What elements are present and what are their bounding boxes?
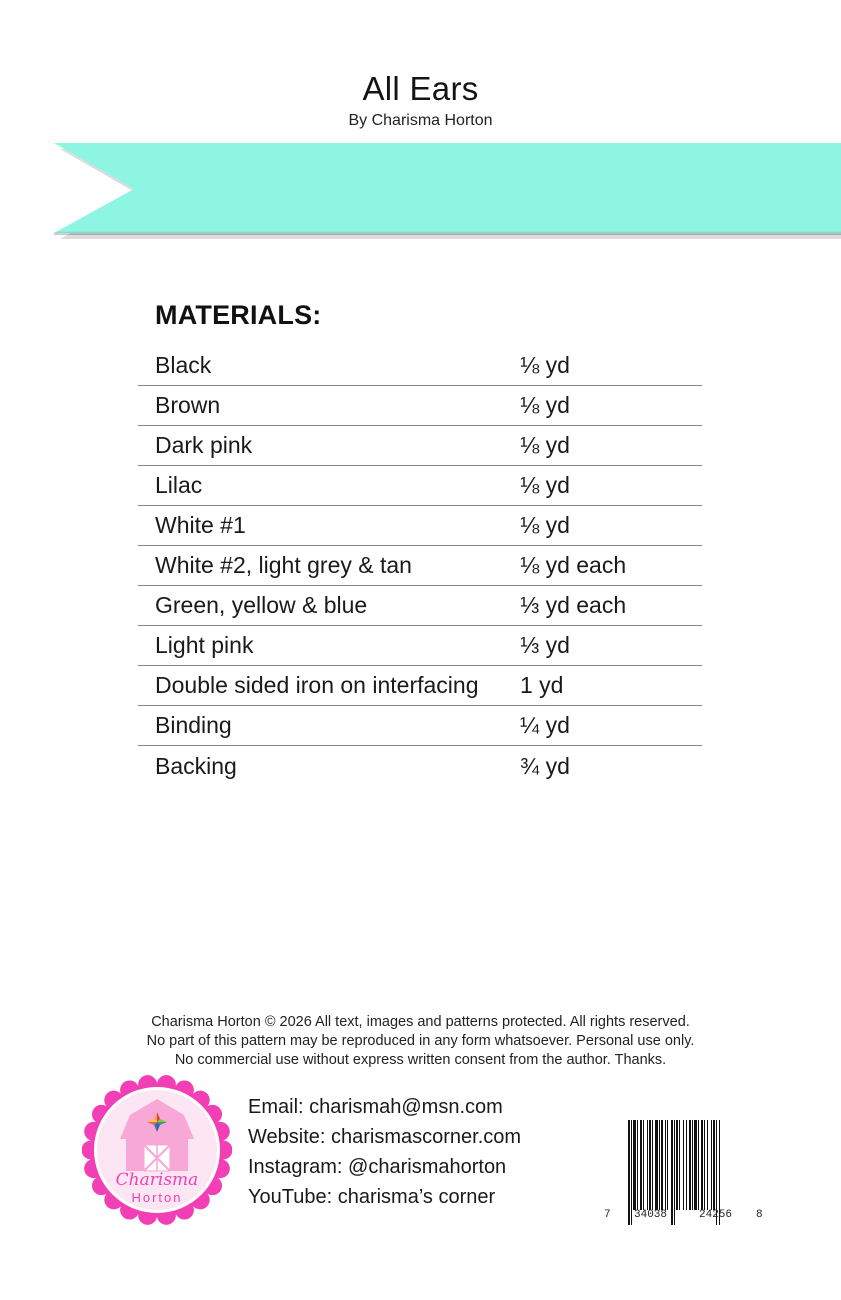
material-name: Lilac xyxy=(155,472,203,498)
material-row xyxy=(138,506,702,546)
material-name: Light pink xyxy=(155,632,254,658)
material-row xyxy=(138,586,702,626)
charisma-horton-logo xyxy=(82,1075,232,1225)
material-quantity: ¾ yd xyxy=(520,752,570,779)
material-name: Backing xyxy=(155,752,237,779)
email-text: Email: charismah@msn.com xyxy=(248,1096,503,1118)
material-quantity: ⅓ yd xyxy=(520,632,570,658)
material-quantity: 1 yd xyxy=(520,672,564,698)
material-quantity: ⅛ yd each xyxy=(520,552,627,578)
barcode-digits xyxy=(604,1209,774,1225)
contact-info xyxy=(248,1092,521,1212)
barcode-group-right: 24256 xyxy=(699,1209,733,1221)
material-row xyxy=(138,626,702,666)
barcode-digit-last: 8 xyxy=(756,1209,763,1221)
barcode-digit-first: 7 xyxy=(604,1209,611,1221)
author-byline: By Charisma Horton xyxy=(348,112,493,129)
instagram-text: Instagram: @charismahorton xyxy=(248,1156,507,1178)
material-quantity: ⅛ yd xyxy=(520,352,570,378)
material-quantity: ⅛ yd xyxy=(520,392,570,418)
youtube-text: YouTube: charisma’s corner xyxy=(248,1186,496,1208)
material-quantity: ⅛ yd xyxy=(520,472,570,498)
material-row xyxy=(138,346,702,386)
material-row xyxy=(138,666,702,706)
logo-name-text: Horton xyxy=(131,1190,183,1205)
material-row xyxy=(138,546,702,586)
copyright-line: Charisma Horton © 2026 All text, images and patterns protected. All rights reserved. xyxy=(151,1014,690,1030)
material-row xyxy=(138,386,702,426)
pattern-title: All Ears xyxy=(362,70,479,107)
materials-table xyxy=(138,346,702,786)
material-name: White #2, light grey & tan xyxy=(155,552,412,578)
copyright-line: No commercial use without express written consent from the author. Thanks. xyxy=(174,1052,667,1068)
material-name: Green, yellow & blue xyxy=(155,592,368,618)
material-row xyxy=(138,466,702,506)
material-name: Dark pink xyxy=(155,432,253,458)
material-name: Binding xyxy=(155,712,232,738)
material-row xyxy=(138,746,702,786)
copyright-notice xyxy=(0,1013,841,1070)
website-text: Website: charismascorner.com xyxy=(248,1126,522,1148)
materials-heading: MATERIALS: xyxy=(155,300,322,330)
material-name: White #1 xyxy=(155,512,246,538)
material-row xyxy=(138,706,702,746)
material-quantity: ¼ yd xyxy=(520,712,570,738)
copyright-line: No part of this pattern may be reproduced in any form whatsoever. Personal use only. xyxy=(146,1033,695,1049)
material-quantity: ⅛ yd xyxy=(520,432,570,458)
ribbon-banner xyxy=(54,143,841,239)
material-quantity: ⅛ yd xyxy=(520,512,570,538)
material-name: Double sided iron on interfacing xyxy=(155,672,479,698)
logo-script-text: Charisma xyxy=(115,1170,199,1190)
material-row xyxy=(138,426,702,466)
quilt-star-icon xyxy=(147,1112,167,1132)
material-quantity: ⅓ yd each xyxy=(520,592,627,618)
material-name: Brown xyxy=(155,392,221,418)
material-name: Black xyxy=(155,352,212,378)
barcode-group-left: 34038 xyxy=(634,1209,668,1221)
